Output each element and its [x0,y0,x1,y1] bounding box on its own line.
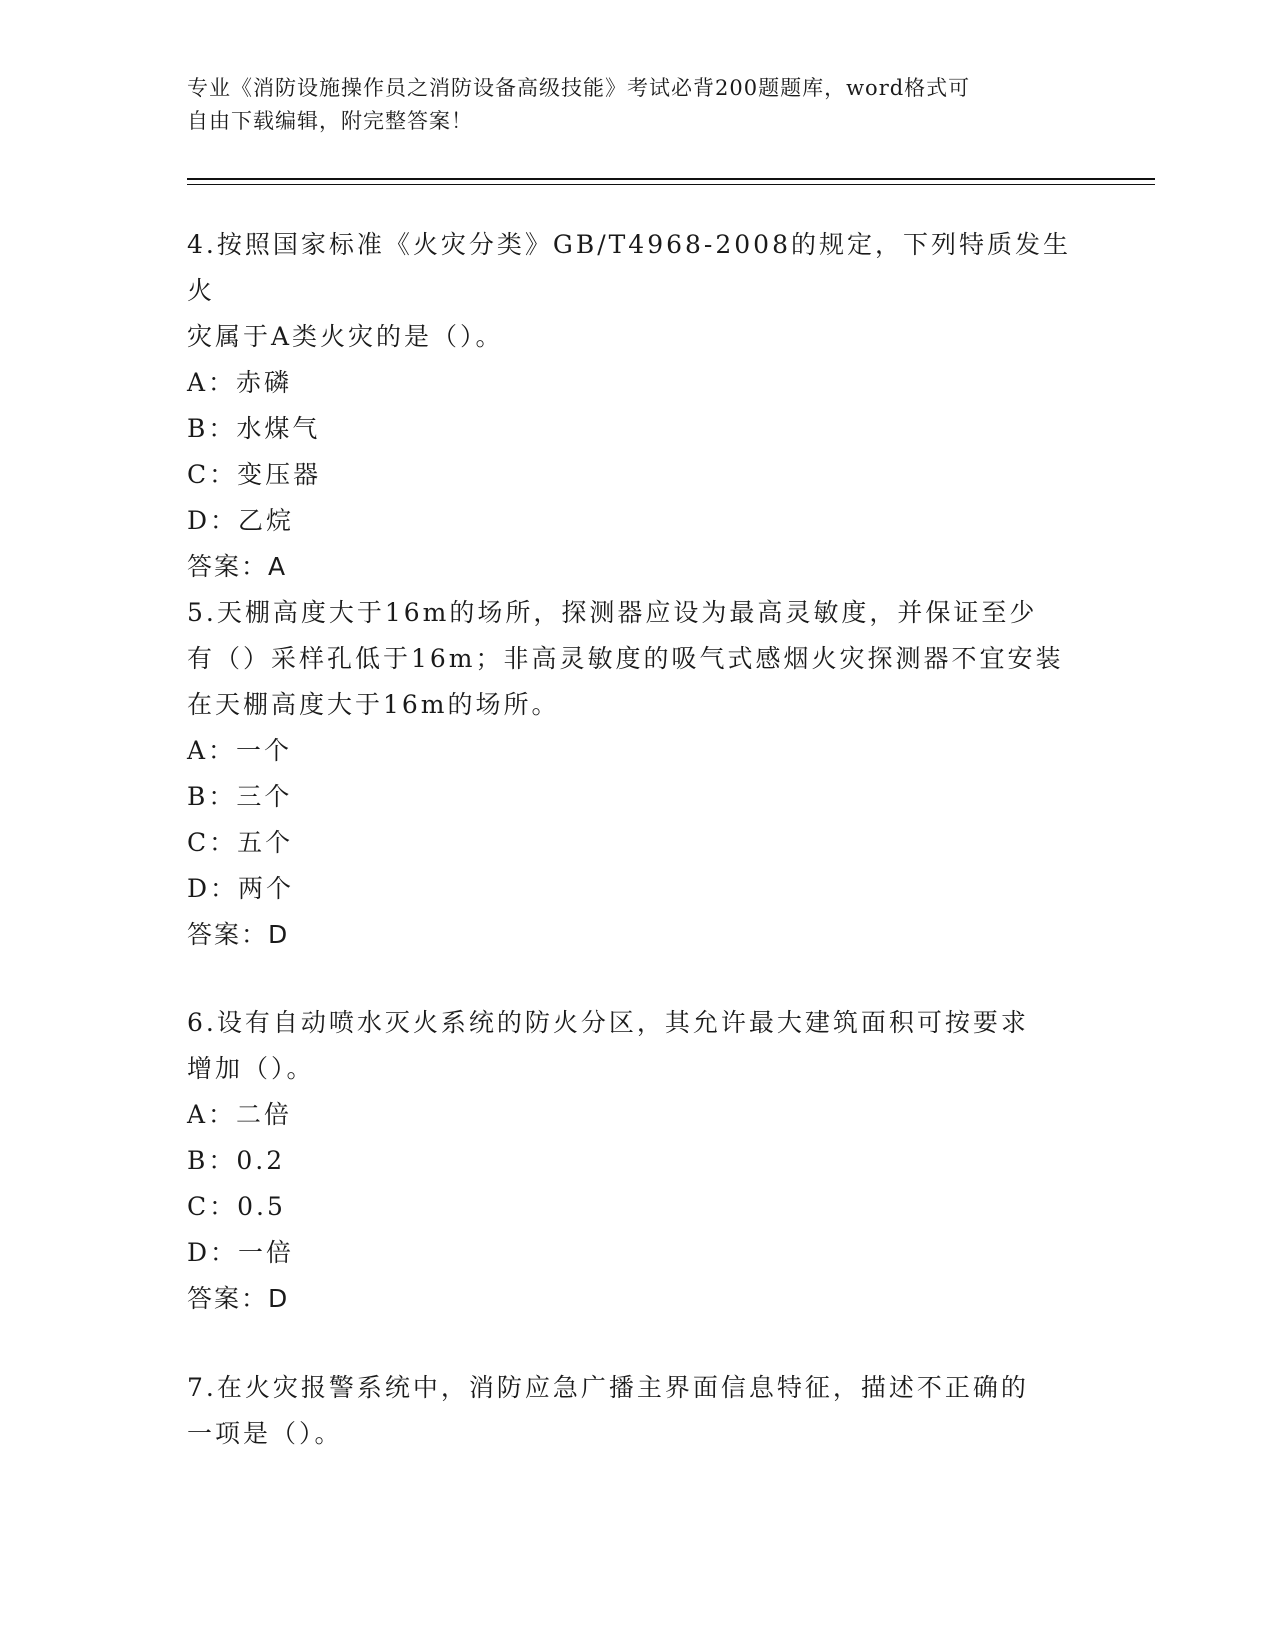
header-line-1: 专业《消防设施操作员之消防设备高级技能》考试必背200题题库，word格式可 [187,76,971,100]
option-a: A：赤磷 [187,368,293,397]
option-c: C：变压器 [187,460,322,489]
document-header [187,72,1087,138]
option-d: D：两个 [187,874,295,903]
question-text-line: 7.在火灾报警系统中，消防应急广播主界面信息特征，描述不正确的 [187,1373,1029,1402]
option-c: C：0.5 [187,1192,286,1221]
question-text-line: 4.按照国家标准《火灾分类》GB/T4968-2008的规定，下列特质发生火 [187,230,1071,305]
question-text-line: 一项是（）。 [187,1419,343,1448]
question-5 [187,590,1087,958]
question-7 [187,1365,1087,1457]
option-c: C：五个 [187,828,294,857]
header-line-2: 自由下载编辑，附完整答案！ [187,109,473,133]
header-divider-thick [187,178,1155,180]
question-text-line: 6.设有自动喷水灭火系统的防火分区，其允许最大建筑面积可按要求 [187,1008,1029,1037]
answer: 答案：A [187,552,288,581]
option-d: D：一倍 [187,1238,295,1267]
question-text-line: 增加（）。 [187,1054,315,1083]
option-b: B：三个 [187,782,293,811]
option-a: A：二倍 [187,1100,293,1129]
question-text-line: 5.天棚高度大于16m的场所，探测器应设为最高灵敏度，并保证至少 [187,598,1038,627]
option-b: B：水煤气 [187,414,321,443]
option-a: A：一个 [187,736,293,765]
question-text-line: 有（）采样孔低于16m；非高灵敏度的吸气式感烟火灾探测器不宜安装 [187,644,1064,673]
option-b: B：0.2 [187,1146,286,1175]
option-d: D：乙烷 [187,506,295,535]
question-4 [187,222,1087,590]
question-text-line: 在天棚高度大于16m的场所。 [187,690,560,719]
answer: 答案：D [187,920,290,949]
answer: 答案：D [187,1284,290,1313]
header-divider-thin [187,184,1155,185]
question-6 [187,1000,1087,1322]
question-text-line: 灾属于A类火灾的是（）。 [187,322,504,351]
